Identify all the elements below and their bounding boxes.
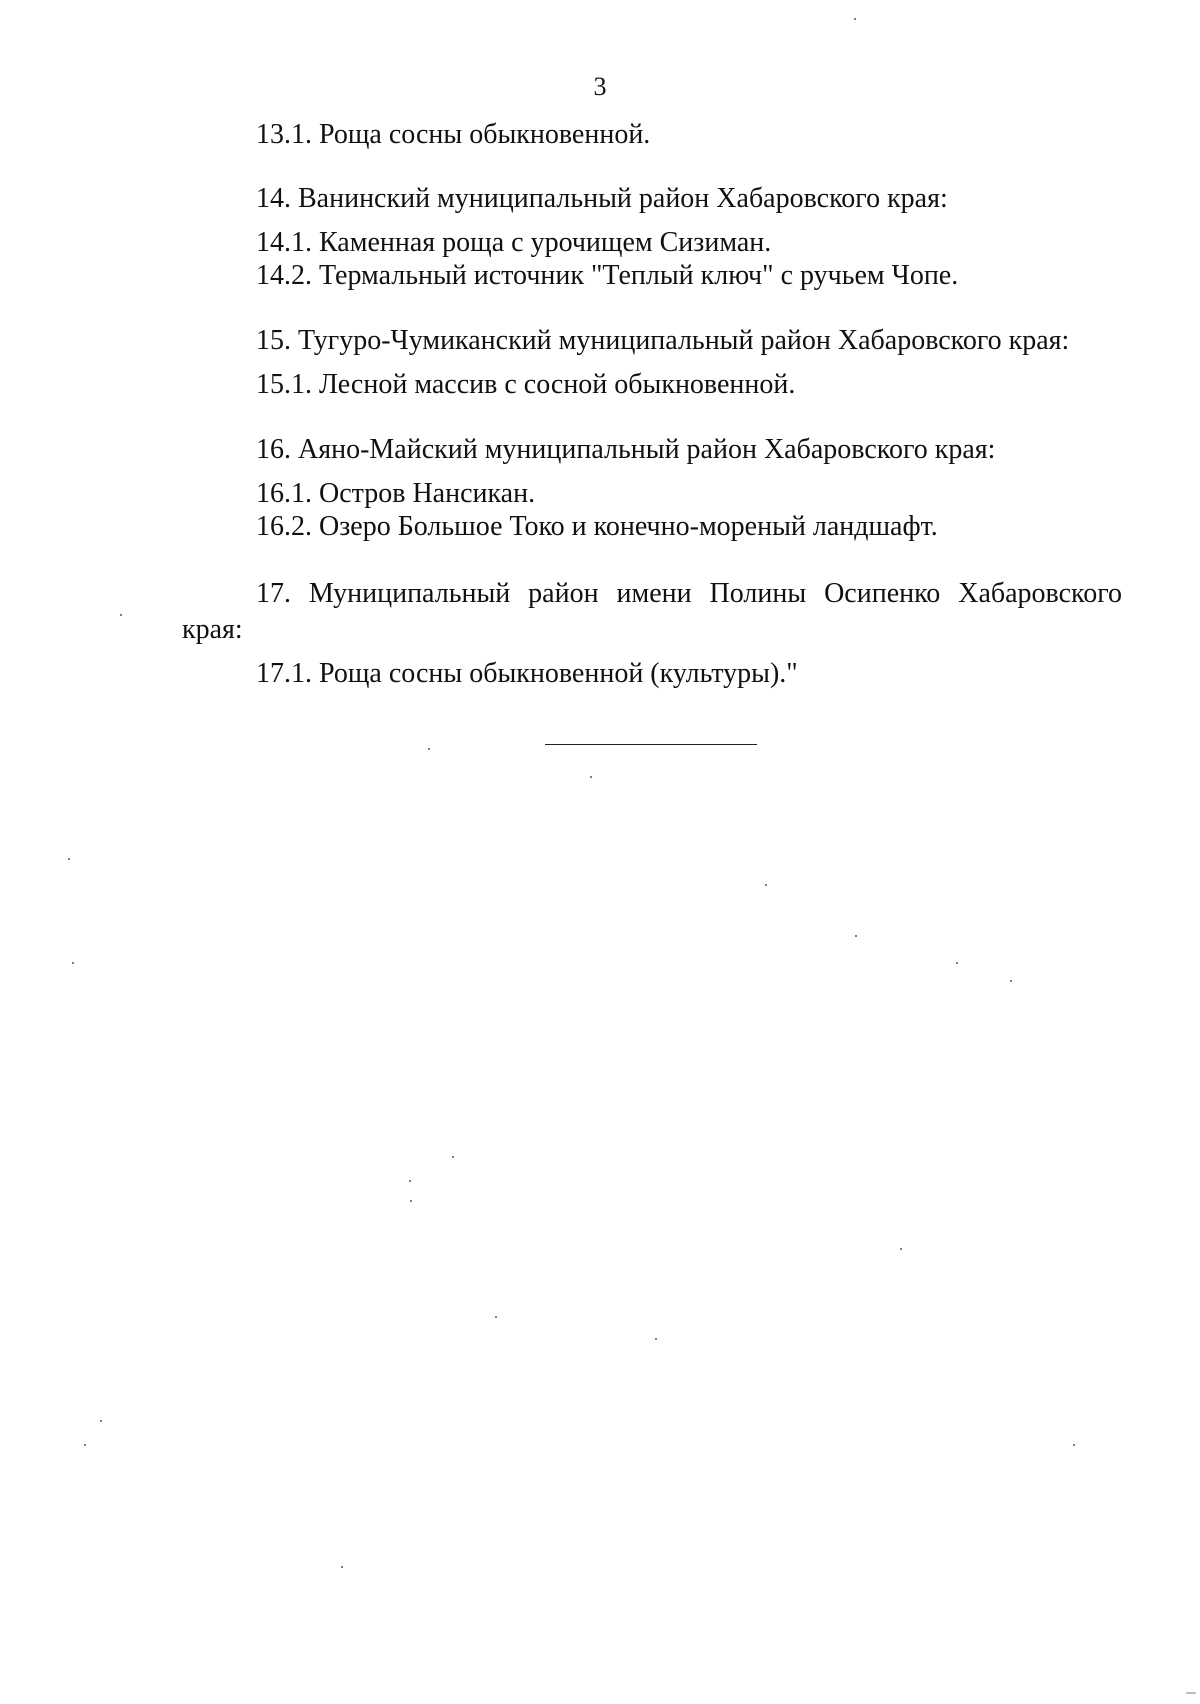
scan-speck: [855, 935, 857, 937]
scan-edge-mark: [1186, 1692, 1196, 1694]
scan-speck: [68, 858, 70, 860]
list-item-15-1: 15.1. Лесной массив с сосной обыкновенной.: [256, 369, 796, 400]
scan-speck: [1073, 1444, 1075, 1446]
scan-speck: [590, 776, 592, 778]
list-heading-14: 14. Ванинский муниципальный район Хабаровского края:: [256, 183, 948, 214]
list-item-16-1: 16.1. Остров Нансикан.: [256, 478, 536, 509]
page-number: 3: [593, 72, 607, 101]
end-divider: [545, 744, 757, 745]
scan-speck: [956, 962, 958, 964]
scan-speck: [341, 1566, 343, 1568]
scan-speck: [452, 1156, 454, 1158]
scan-speck: [409, 1180, 411, 1182]
list-heading-17: 17. Муниципальный район имени Полины Осипенко Хабаровского: [256, 578, 1122, 609]
scan-speck: [655, 1338, 657, 1340]
list-item-17-1: 17.1. Роща сосны обыкновенной (культуры).": [256, 658, 798, 689]
scan-speck: [765, 884, 767, 886]
list-item-13-1: 13.1. Роща сосны обыкновенной.: [256, 119, 651, 150]
scan-speck: [410, 1200, 412, 1202]
list-item-16-2: 16.2. Озеро Большое Токо и конечно-мореный ландшафт.: [256, 511, 938, 542]
scan-speck: [428, 748, 430, 750]
list-heading-16: 16. Аяно-Майский муниципальный район Хабаровского края:: [256, 434, 996, 465]
scan-speck: [100, 1420, 102, 1422]
scan-speck: [72, 962, 74, 964]
scan-speck: [120, 614, 122, 616]
scan-speck: [1010, 980, 1012, 982]
scan-speck: [900, 1248, 902, 1250]
scan-speck: [854, 18, 856, 20]
scan-speck: [495, 1316, 497, 1318]
scan-speck: [84, 1444, 86, 1446]
list-heading-17-continuation: края:: [182, 614, 243, 645]
list-heading-15: 15. Тугуро-Чумиканский муниципальный район Хабаровского края:: [256, 325, 1070, 356]
list-item-14-1: 14.1. Каменная роща с урочищем Сизиман.: [256, 227, 772, 258]
list-item-14-2: 14.2. Термальный источник "Теплый ключ" с ручьем Чопе.: [256, 260, 959, 291]
